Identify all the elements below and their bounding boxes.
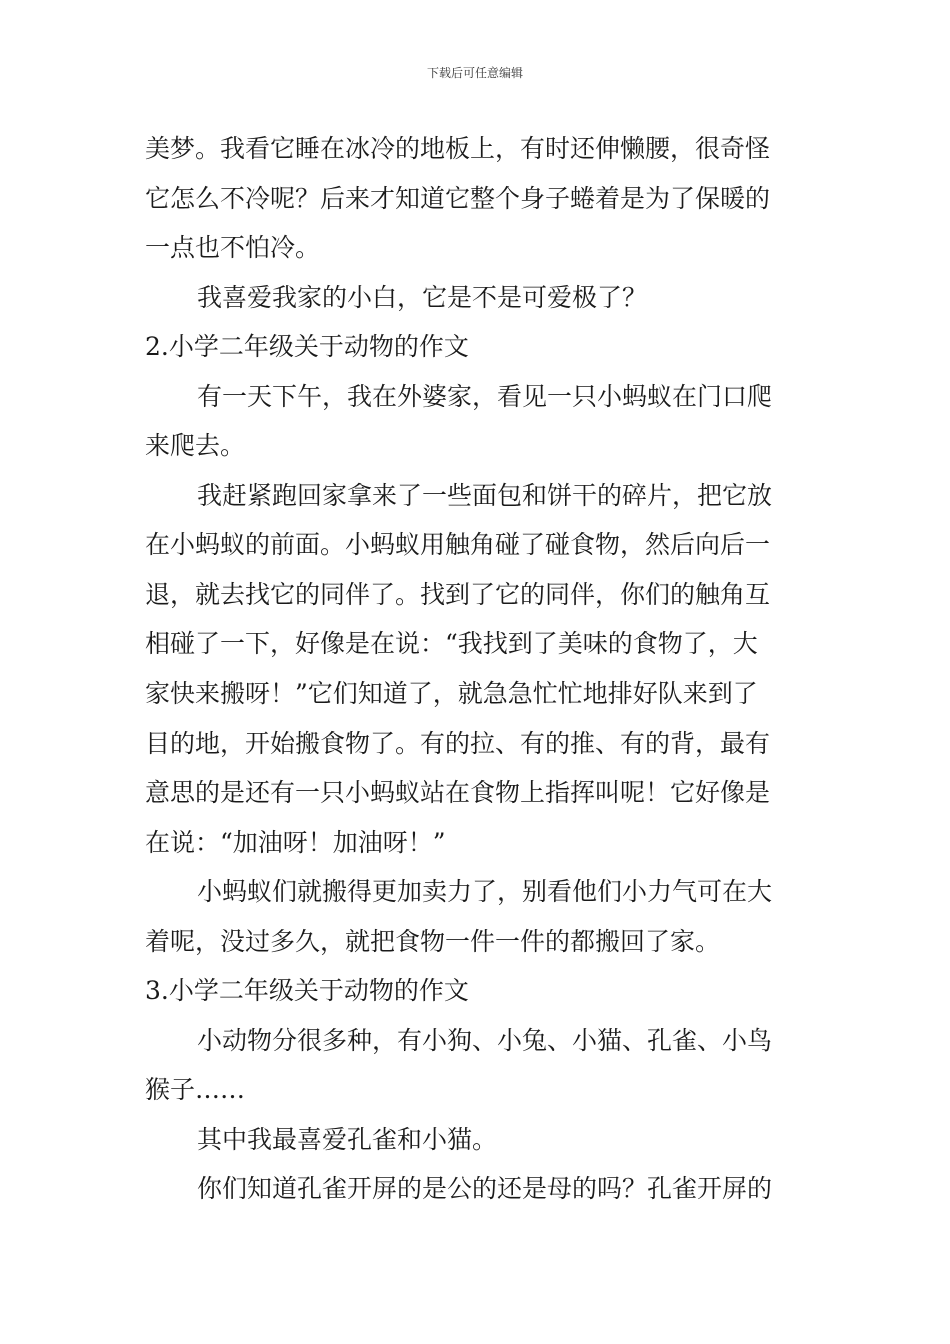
text-line: 着呢，没过多久，就把食物一件一件的都搬回了家。 (145, 926, 721, 956)
text-line: 相碰了一下，好像是在说：“我找到了美味的食物了，大 (145, 629, 758, 659)
section-heading: 3.小学二年级关于动物的作文 (145, 976, 469, 1006)
text-line: 来爬去。 (145, 431, 246, 461)
text-line: 意思的是还有一只小蚂蚁站在食物上指挥叫呢！它好像是 (145, 778, 771, 808)
text-line: 其中我最喜爱孔雀和小猫。 (197, 1124, 498, 1154)
text-line: 小动物分很多种，有小狗、小兔、小猫、孔雀、小鸟 (197, 1025, 773, 1055)
text-line: 在说：“加油呀！加油呀！” (145, 827, 446, 857)
text-line: 一点也不怕冷。 (145, 233, 321, 263)
text-line: 我赶紧跑回家拿来了一些面包和饼干的碎片，把它放 (197, 480, 773, 510)
section-heading: 2.小学二年级关于动物的作文 (145, 332, 469, 362)
text-line: 你们知道孔雀开屏的是公的还是母的吗？孔雀开屏的 (197, 1174, 773, 1204)
text-line: 有一天下午，我在外婆家，看见一只小蚂蚁在门口爬 (197, 381, 773, 411)
text-line: 我喜爱我家的小白，它是不是可爱极了？ (197, 282, 648, 312)
text-line: 家快来搬呀！”它们知道了，就急急忙忙地排好队来到了 (145, 679, 758, 709)
document-body (145, 124, 810, 1214)
text-line: 猴子…… (145, 1075, 246, 1105)
text-line: 它怎么不冷呢？后来才知道它整个身子蜷着是为了保暖的 (145, 183, 771, 213)
text-line: 美梦。我看它睡在冰冷的地板上，有时还伸懒腰，很奇怪 (145, 134, 771, 163)
text-line: 小蚂蚁们就搬得更加卖力了，别看他们小力气可在大 (197, 877, 773, 907)
page-header: 下载后可任意编辑 (426, 66, 523, 80)
text-line: 在小蚂蚁的前面。小蚂蚁用触角碰了碰食物，然后向后一 (145, 530, 771, 560)
text-line: 退，就去找它的同伴了。找到了它的同伴，你们的触角互 (145, 579, 771, 609)
text-line: 目的地，开始搬食物了。有的拉、有的推、有的背，最有 (145, 728, 771, 758)
